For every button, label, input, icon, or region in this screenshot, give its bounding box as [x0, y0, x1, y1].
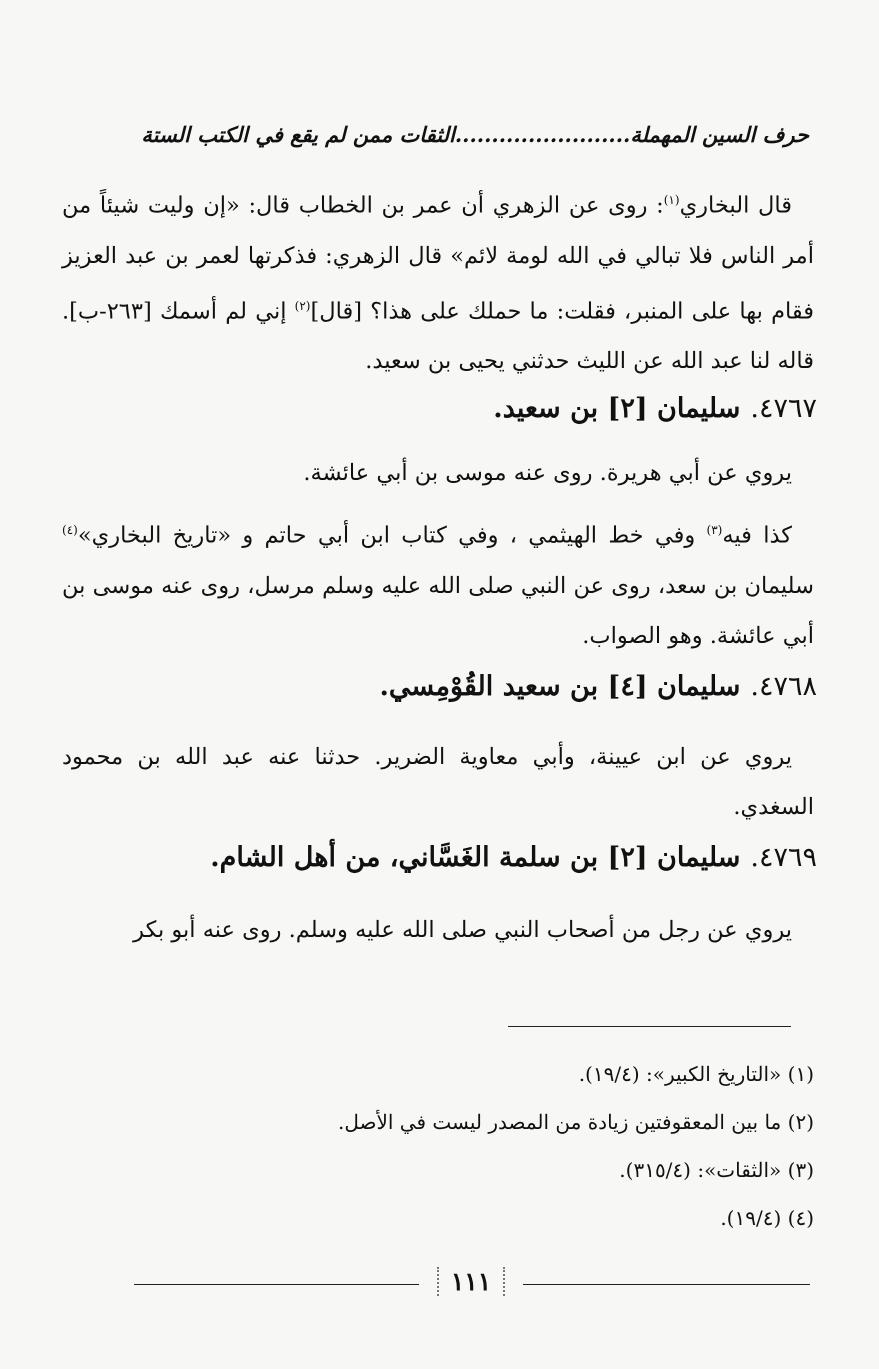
entry-note-4767 — [62, 505, 814, 661]
note-text-3: سليمان بن سعد، روى عن النبي صلى الله عليه وسلم مرسل، روى عنه موسى بن أبي عائشة. وهو الصواب. — [62, 572, 814, 649]
entry-title: سليمان [٢] بن سلمة الغَسَّاني، من أهل الشام. — [210, 842, 741, 873]
header-book-title: الثقات ممن لم يقع في الكتب الستة — [141, 122, 455, 147]
footnote-3: (٣) «الثقات»: (٣١٥/٤). — [619, 1158, 814, 1182]
entry-number: ٤٧٦٨. — [750, 671, 817, 702]
entry-heading-4769 — [57, 842, 817, 873]
entry-title: سليمان [٢] بن سعيد. — [493, 393, 741, 424]
intro-paragraph — [62, 175, 814, 386]
footnote-4: (٤) (١٩/٤). — [720, 1206, 814, 1230]
entry-body-4767: يروي عن أبي هريرة. روى عنه موسى بن أبي عائشة. — [303, 460, 792, 486]
entry-body-4768: يروي عن ابن عيينة، وأبي معاوية الضرير. حدثنا عنه عبد الله بن محمود السغدي. — [62, 744, 814, 820]
header-chapter-title: حرف السين المهملة — [630, 122, 809, 147]
intro-text-1: قال البخاري — [679, 192, 792, 219]
header-dot-leader: ........................ — [454, 122, 631, 147]
footnote-ref-3: (٣) — [706, 523, 723, 537]
note-text-1: كذا فيه — [722, 522, 792, 549]
footnote-ref-1: (١) — [663, 193, 680, 207]
footnote-ref-4: (٤) — [62, 523, 78, 537]
footnote-ref-2: (٢) — [294, 298, 311, 313]
footnote-separator — [508, 1026, 791, 1027]
intro-text-2: : روى عن الزهري أن عمر بن الخطاب قال: «إن وليت شيئاً من أمر الناس فلا تبالي في الله لومة لائم» قال الزهري: فذكرتها لعمر بن عبد العزيز فقام بها على المنبر، فقلت: ما حملك على هذا؟ [قال] — [62, 192, 814, 324]
running-header — [64, 122, 809, 147]
entry-number: ٤٧٦٧. — [750, 393, 817, 424]
entry-heading-4768 — [57, 671, 817, 702]
note-text-2: وفي خط الهيثمي ، وفي كتاب ابن أبي حاتم و «تاريخ البخاري» — [77, 522, 707, 549]
entry-heading-4767 — [57, 393, 817, 424]
footnote-1: (١) «التاريخ الكبير»: (١٩/٤). — [578, 1062, 814, 1086]
footnote-2: (٢) ما بين المعقوفتين زيادة من المصدر ليست في الأصل. — [337, 1110, 814, 1134]
page-number-ornament — [419, 1263, 523, 1307]
entry-title: سليمان [٤] بن سعيد القُوْمِسي. — [379, 671, 741, 702]
intro-text-3: إني لم أسمك [٢٦٣-ب]. قاله لنا عبد الله عن الليث حدثني يحيى بن سعيد. — [62, 298, 814, 374]
entry-body-4769: يروي عن رجل من أصحاب النبي صلى الله عليه وسلم. روى عنه أبو بكر — [133, 917, 792, 943]
entry-number: ٤٧٦٩. — [750, 842, 817, 873]
page-number: ١١١ — [437, 1267, 505, 1296]
